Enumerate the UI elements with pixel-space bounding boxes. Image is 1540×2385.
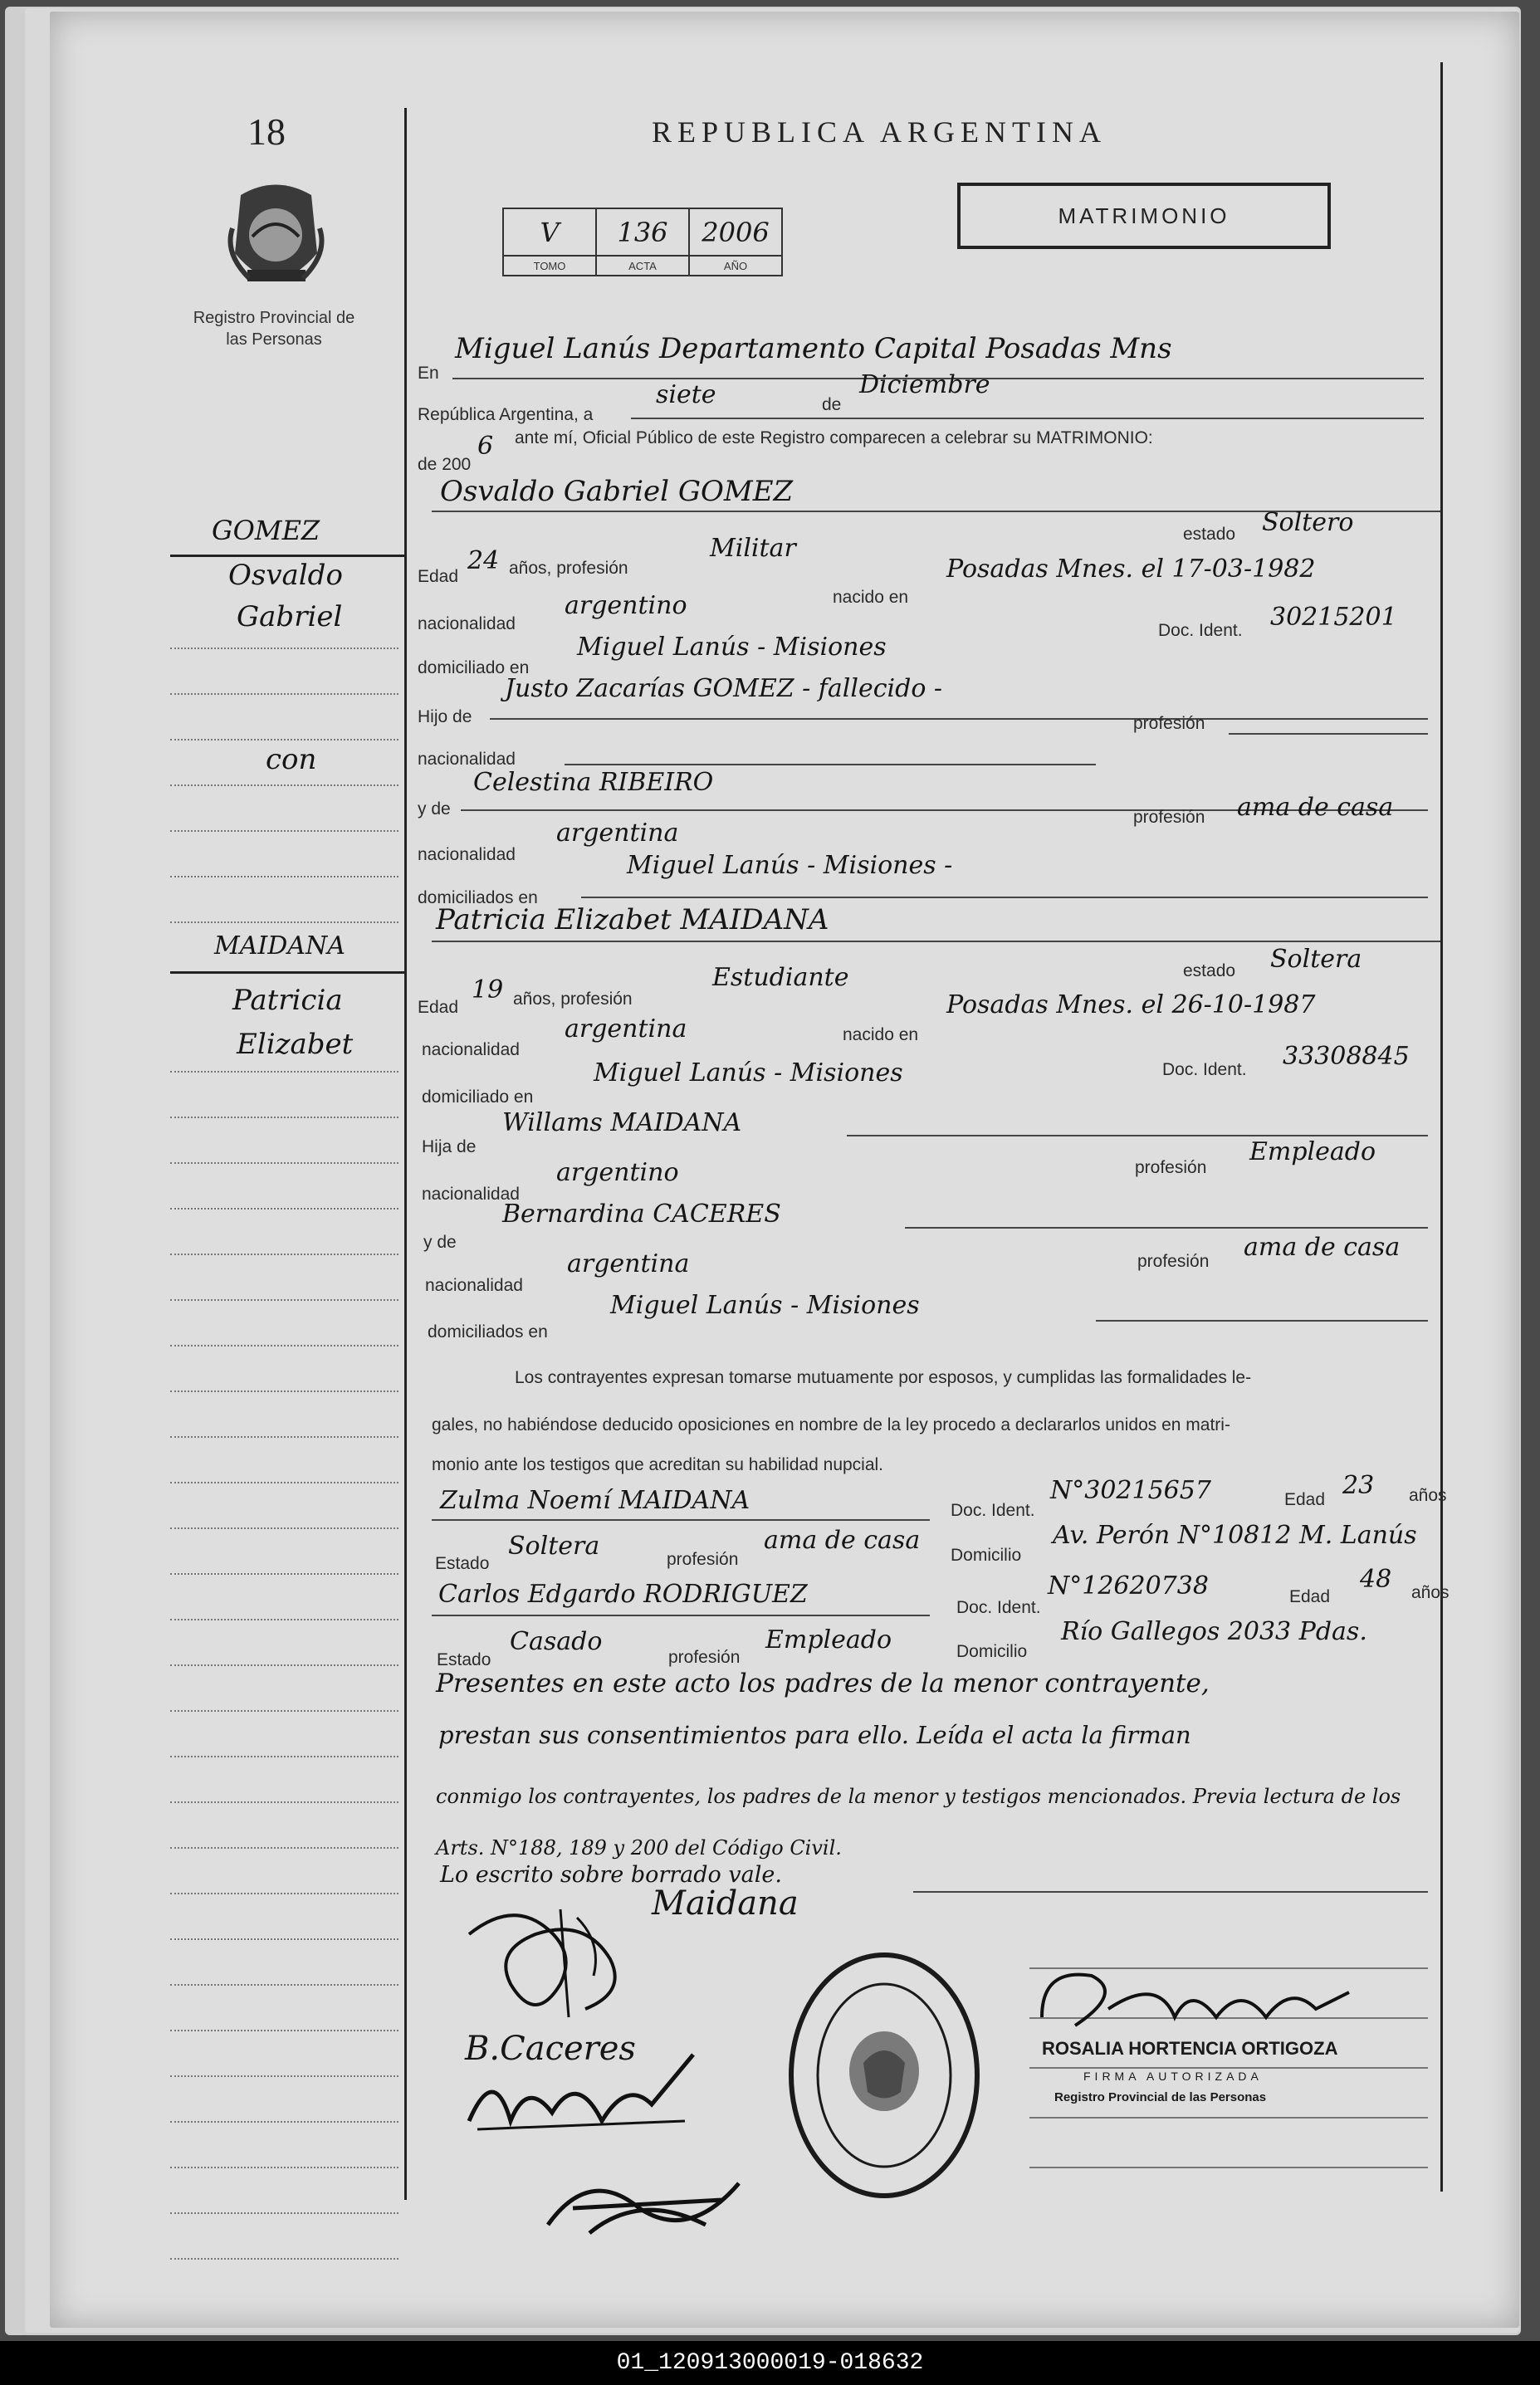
margin-rule xyxy=(170,2167,398,2169)
margin-bride-given1: Patricia xyxy=(232,984,343,1017)
province-emblem-icon xyxy=(224,178,328,295)
margin-rule xyxy=(170,693,398,696)
bride-civil-status: Soltera xyxy=(1270,945,1362,974)
signature-witness xyxy=(540,2158,755,2258)
margin-rule xyxy=(170,1984,398,1987)
form-line xyxy=(1029,2167,1428,2168)
bride-birthplace: Posadas Mnes. el 26-10-1987 xyxy=(946,990,1316,1019)
bride-father: Willams MAIDANA xyxy=(502,1108,742,1137)
label: nacionalidad xyxy=(425,1276,523,1295)
signature-maidana: Maidana xyxy=(652,1884,799,1923)
label: Domicilio xyxy=(951,1546,1022,1565)
label: Edad xyxy=(1284,1490,1326,1509)
margin-rule xyxy=(170,1436,398,1439)
signature-caceres: B.Caceres xyxy=(465,2030,636,2068)
label: nacionalidad xyxy=(422,1040,520,1059)
label: profesión xyxy=(1137,1252,1210,1271)
declaration-line: Los contrayentes expresan tomarse mutuamente por esposos, y cumplidas las formalidades le- xyxy=(515,1368,1252,1387)
bride-nationality: argentina xyxy=(565,1014,687,1043)
signature-official xyxy=(1025,1959,1357,2050)
witness1-civil-status: Soltera xyxy=(508,1532,600,1561)
groom-mother-nationality: argentina xyxy=(556,819,679,848)
margin-rule xyxy=(170,921,398,924)
label: domiciliado en xyxy=(422,1087,534,1107)
margin-rule xyxy=(170,739,398,741)
official-role: FIRMA AUTORIZADA xyxy=(1083,2070,1263,2083)
groom-nationality: argentino xyxy=(565,591,687,620)
label: años, profesión xyxy=(509,559,628,578)
margin-separator xyxy=(170,971,407,974)
note-line: conmigo los contrayentes, los padres de la menor y testigos mencionados. Previa lectura de los Arts. N°188, 189 y 200 del Código Civil. xyxy=(436,1785,1401,1860)
anio-value: 2006 xyxy=(689,208,782,256)
label: Estado xyxy=(435,1554,490,1573)
label: profesión xyxy=(668,1648,741,1667)
margin-rule xyxy=(170,1071,398,1073)
label: estado xyxy=(1183,525,1236,544)
document-type-box: MATRIMONIO xyxy=(957,183,1331,249)
margin-rule xyxy=(170,1801,398,1804)
label: profesión xyxy=(1135,1158,1207,1177)
margin-rule xyxy=(170,2075,398,2078)
groom-parents-domicile: Miguel Lanús - Misiones - xyxy=(627,851,953,880)
groom-mother: Celestina RIBEIRO xyxy=(473,768,714,797)
form-line xyxy=(631,418,1424,419)
margin-rule xyxy=(170,1847,398,1850)
note-line: Presentes en este acto los padres de la menor contrayente, xyxy=(436,1669,1210,1698)
margin-rule xyxy=(170,2121,398,2124)
form-line xyxy=(913,1891,1428,1893)
official-seal xyxy=(785,1947,984,2204)
label: años xyxy=(1411,1583,1450,1602)
form-line xyxy=(847,1135,1428,1136)
margin-bride-given2: Elizabet xyxy=(237,1028,354,1061)
margin-divider xyxy=(404,108,407,2200)
label: años xyxy=(1409,1486,1447,1505)
label: Doc. Ident. xyxy=(1158,621,1243,640)
groom-mother-profession: ama de casa xyxy=(1237,793,1394,822)
groom-profession: Militar xyxy=(710,534,796,563)
form-line xyxy=(1029,2117,1428,2119)
label: profesión xyxy=(1133,808,1205,827)
groom-doc: 30215201 xyxy=(1270,603,1397,632)
label: profesión xyxy=(1133,714,1205,733)
reference-table xyxy=(502,208,783,276)
anio-label: AÑO xyxy=(689,256,782,276)
margin-rule xyxy=(170,1938,398,1941)
groom-domicile: Miguel Lanús - Misiones xyxy=(577,633,887,662)
statement-text: ante mí, Oficial Público de este Registro comparecen a celebrar su MATRIMONIO: xyxy=(515,428,1153,447)
official-name: ROSALIA HORTENCIA ORTIGOZA xyxy=(1042,2038,1338,2059)
groom-age: 24 xyxy=(467,546,500,575)
witness1-profession: ama de casa xyxy=(764,1526,921,1555)
image-caption: 01_120913000019-018632 xyxy=(0,2341,1540,2385)
republica-label: República Argentina, a xyxy=(418,405,594,424)
margin-rule xyxy=(170,648,398,650)
label: domiciliados en xyxy=(418,888,538,907)
form-line xyxy=(1096,1320,1428,1322)
year-digit: 6 xyxy=(477,432,494,461)
signature-groom xyxy=(461,1884,660,2034)
witness2-civil-status: Casado xyxy=(510,1627,603,1656)
margin-rule xyxy=(170,1390,398,1393)
margin-con: con xyxy=(266,743,317,776)
form-line xyxy=(432,941,1440,942)
form-line xyxy=(432,1519,930,1521)
bride-mother: Bernardina CACERES xyxy=(502,1200,781,1229)
label: nacionalidad xyxy=(418,750,516,769)
label: nacionalidad xyxy=(418,614,516,633)
place-value: Miguel Lanús Departamento Capital Posadas Mns xyxy=(455,332,1172,365)
form-line xyxy=(1229,733,1428,735)
margin-rule xyxy=(170,1299,398,1302)
note-line: Lo escrito sobre borrado vale. xyxy=(440,1862,782,1888)
label: Doc. Ident. xyxy=(956,1598,1041,1617)
form-line xyxy=(490,718,1428,720)
label: Doc. Ident. xyxy=(951,1501,1035,1520)
margin-rule xyxy=(170,1619,398,1621)
form-line xyxy=(1029,2067,1428,2069)
label: profesión xyxy=(667,1550,739,1569)
margin-rule xyxy=(170,1710,398,1713)
note-line: prestan sus consentimientos para ello. Leída el acta la firman xyxy=(438,1721,1191,1749)
margin-rule xyxy=(170,784,398,787)
label: y de xyxy=(423,1233,457,1252)
margin-bride-surname: MAIDANA xyxy=(214,931,345,960)
country-heading: REPUBLICA ARGENTINA xyxy=(652,115,1107,149)
witness2-age: 48 xyxy=(1360,1565,1392,1594)
witness1-age: 23 xyxy=(1342,1471,1375,1500)
label: Edad xyxy=(418,998,459,1017)
bride-full-name: Patricia Elizabet MAIDANA xyxy=(436,903,829,936)
bride-father-profession: Empleado xyxy=(1249,1137,1376,1166)
margin-rule xyxy=(170,1482,398,1484)
label: nacido en xyxy=(833,588,909,607)
label: Edad xyxy=(418,567,459,586)
de-label: de xyxy=(822,395,842,414)
page-number: 18 xyxy=(247,110,286,153)
margin-rule xyxy=(170,2212,398,2215)
label: domiciliados en xyxy=(428,1322,548,1342)
label: Doc. Ident. xyxy=(1162,1060,1247,1079)
label: Edad xyxy=(1289,1587,1331,1606)
label: Estado xyxy=(437,1650,491,1669)
margin-rule xyxy=(170,1756,398,1758)
margin-rule xyxy=(170,1573,398,1576)
margin-rule xyxy=(170,1254,398,1256)
official-registry: Registro Provincial de las Personas xyxy=(1054,2090,1267,2104)
margin-rule xyxy=(170,1162,398,1165)
acta-label: ACTA xyxy=(596,256,689,276)
label: años, profesión xyxy=(513,990,633,1009)
label: Domicilio xyxy=(956,1642,1028,1661)
margin-rule xyxy=(170,1208,398,1210)
margin-rule xyxy=(170,876,398,878)
witness2-name: Carlos Edgardo RODRIGUEZ xyxy=(438,1580,808,1609)
label: nacido en xyxy=(843,1025,919,1044)
bride-mother-nationality: argentina xyxy=(567,1249,690,1278)
groom-full-name: Osvaldo Gabriel GOMEZ xyxy=(440,475,794,508)
label: Hija de xyxy=(422,1137,477,1156)
margin-rule xyxy=(170,1345,398,1347)
groom-father: Justo Zacarías GOMEZ - fallecido - xyxy=(505,674,943,703)
groom-civil-status: Soltero xyxy=(1262,508,1354,537)
label: nacionalidad xyxy=(422,1185,520,1204)
en-label: En xyxy=(418,364,439,383)
witness2-doc: N°12620738 xyxy=(1048,1571,1209,1601)
declaration-line: monio ante los testigos que acreditan su habilidad nupcial. xyxy=(432,1455,884,1474)
margin-separator xyxy=(170,555,407,557)
groom-birthplace: Posadas Mnes. el 17-03-1982 xyxy=(946,555,1316,584)
label: estado xyxy=(1183,961,1236,980)
label: y de xyxy=(418,799,451,819)
form-line xyxy=(432,1615,930,1616)
month-value: Diciembre xyxy=(859,370,990,399)
bride-mother-profession: ama de casa xyxy=(1244,1233,1401,1262)
witness1-domicile: Av. Perón N°10812 M. Lanús xyxy=(1053,1521,1417,1550)
bride-doc: 33308845 xyxy=(1283,1042,1410,1071)
tomo-label: TOMO xyxy=(503,256,596,276)
year-prefix: de 200 xyxy=(418,455,472,474)
margin-rule xyxy=(170,1664,398,1667)
day-value: siete xyxy=(656,380,716,409)
bride-age: 19 xyxy=(472,975,504,1004)
bride-parents-domicile: Miguel Lanús - Misiones xyxy=(610,1291,920,1320)
form-line xyxy=(581,897,1428,898)
form-line xyxy=(565,764,1096,765)
witness2-profession: Empleado xyxy=(765,1625,892,1654)
margin-rule xyxy=(170,1117,398,1119)
margin-rule xyxy=(170,830,398,833)
bride-domicile: Miguel Lanús - Misiones xyxy=(594,1058,903,1087)
tomo-value: V xyxy=(503,208,596,256)
margin-rule xyxy=(170,2258,398,2260)
margin-rule xyxy=(170,2030,398,2032)
bride-father-nationality: argentino xyxy=(556,1158,679,1187)
acta-value: 136 xyxy=(596,208,689,256)
margin-groom-surname: GOMEZ xyxy=(212,515,320,546)
registry-label: Registro Provincial de las Personas xyxy=(193,309,355,349)
margin-groom-given2: Gabriel xyxy=(237,600,343,633)
form-line xyxy=(905,1227,1428,1229)
margin-rule xyxy=(170,1527,398,1530)
declaration-line: gales, no habiéndose deducido oposiciones en nombre de la ley procedo a declararlos unidos en matri- xyxy=(432,1415,1230,1434)
label: domiciliado en xyxy=(418,658,530,677)
signature-father xyxy=(461,2046,710,2146)
bride-profession: Estudiante xyxy=(712,963,849,992)
label: nacionalidad xyxy=(418,845,516,864)
margin-rule xyxy=(170,1893,398,1895)
margin-groom-given1: Osvaldo xyxy=(228,559,343,592)
witness2-domicile: Río Gallegos 2033 Pdas. xyxy=(1061,1617,1367,1646)
witness1-doc: N°30215657 xyxy=(1050,1476,1211,1505)
witness1-name: Zulma Noemí MAIDANA xyxy=(440,1486,750,1515)
label: Hijo de xyxy=(418,707,472,726)
